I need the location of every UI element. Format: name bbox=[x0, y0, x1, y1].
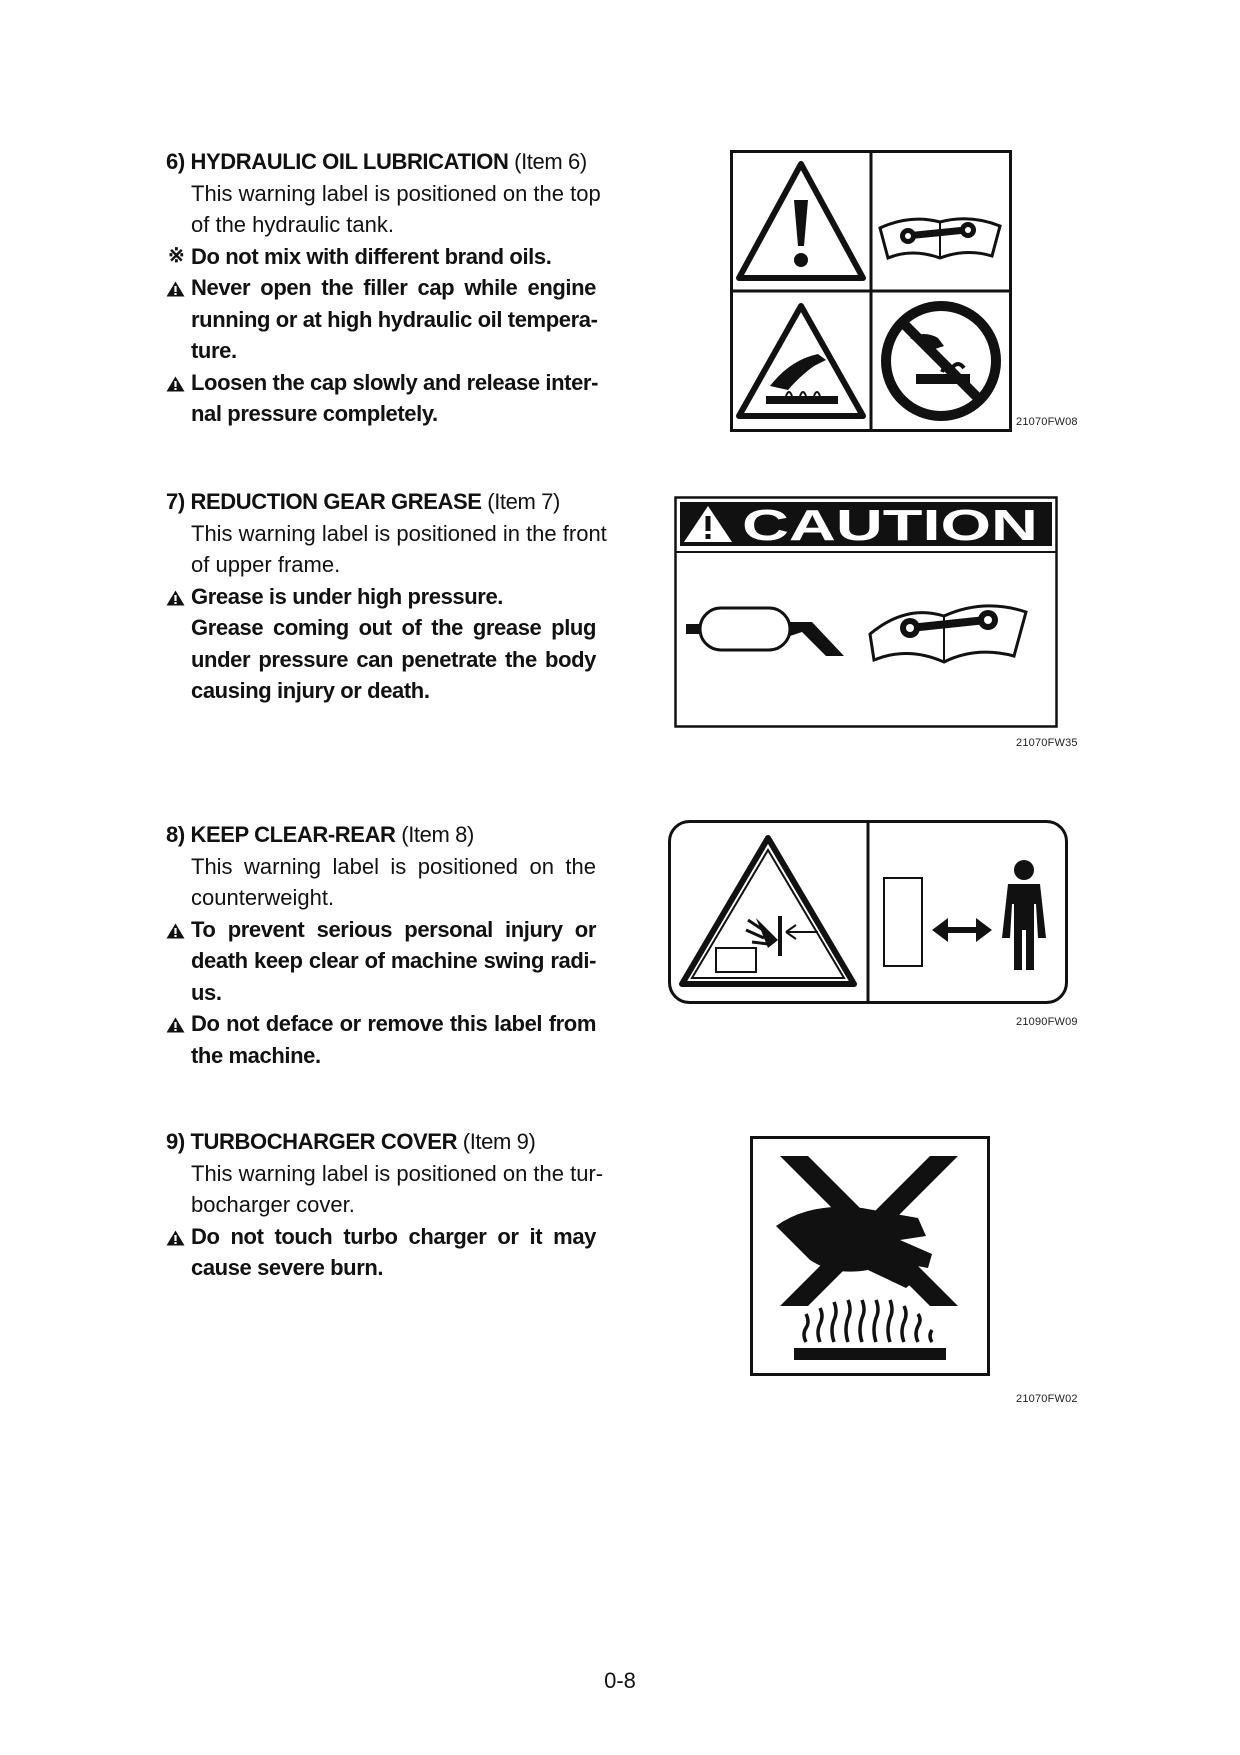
warning-line: under pressure can penetrate the body bbox=[191, 646, 596, 672]
keep-clear-rear-label bbox=[668, 820, 1068, 1004]
warning-line: running or at high hydraulic oil tempera- bbox=[191, 306, 598, 332]
section-number: 7) bbox=[166, 489, 185, 514]
section-item: (Item 9) bbox=[462, 1129, 536, 1154]
section-hydraulic-oil bbox=[166, 146, 601, 430]
description-line: of the hydraulic tank. bbox=[191, 212, 395, 237]
manual-book-icon bbox=[880, 219, 1000, 258]
warning-triangle-icon bbox=[166, 281, 185, 297]
warning-line: death keep clear of machine swing radi- bbox=[191, 948, 596, 973]
warning-triangle-icon bbox=[166, 1017, 185, 1033]
reference-mark: ※ bbox=[168, 244, 185, 267]
warning-item bbox=[166, 272, 596, 367]
warning-triangle-icon bbox=[166, 590, 185, 606]
warning-line: Do not touch turbo charger or it may bbox=[191, 1223, 596, 1249]
section-title: REDUCTION GEAR GREASE bbox=[190, 489, 482, 514]
warning-item bbox=[166, 1008, 596, 1071]
section-item: (Item 7) bbox=[487, 489, 560, 514]
label-code: 21070FW08 bbox=[1016, 416, 1078, 428]
section-title: KEEP CLEAR-REAR bbox=[190, 822, 396, 847]
section-title: TURBOCHARGER COVER bbox=[190, 1129, 458, 1154]
warning-line: Do not deface or remove this label from bbox=[191, 1011, 596, 1036]
description-line: counterweight. bbox=[191, 885, 335, 910]
warning-item bbox=[166, 367, 599, 430]
warning-item bbox=[166, 1221, 596, 1284]
warning-line: To prevent serious personal injury or bbox=[191, 916, 596, 942]
warning-triangle-icon bbox=[166, 923, 185, 939]
warning-line: Grease coming out of the grease plug bbox=[191, 615, 596, 640]
description-line: bocharger cover. bbox=[191, 1192, 355, 1217]
warning-line: causing injury or death. bbox=[191, 678, 430, 703]
description-line: This warning label is positioned on the bbox=[191, 853, 596, 879]
caution-heading: CAUTION bbox=[742, 501, 1038, 550]
section-title: HYDRAULIC OIL LUBRICATION bbox=[190, 149, 509, 174]
turbocharger-cover-label bbox=[750, 1136, 990, 1376]
warning-line: cause severe burn. bbox=[191, 1255, 384, 1280]
section-number: 9) bbox=[166, 1129, 185, 1154]
description-line: This warning label is positioned on the tur- bbox=[191, 1160, 604, 1186]
section-keep-clear-rear bbox=[166, 819, 596, 1071]
section-item: (Item 6) bbox=[514, 149, 587, 174]
section-reduction-gear-grease bbox=[166, 486, 607, 707]
section-item: (Item 8) bbox=[401, 822, 474, 847]
warning-triangle-icon bbox=[166, 1230, 185, 1246]
warning-line: us. bbox=[191, 979, 222, 1005]
description-line: of upper frame. bbox=[191, 552, 341, 577]
note-text: Do not mix with different brand oils. bbox=[191, 243, 552, 269]
warning-line: nal pressure completely. bbox=[191, 401, 438, 426]
hydraulic-oil-warning-label bbox=[730, 150, 1012, 432]
description-line: This warning label is positioned in the front bbox=[191, 520, 607, 546]
note-line bbox=[166, 241, 596, 273]
warning-line: Loosen the cap slowly and release inter- bbox=[191, 369, 599, 395]
label-code: 21070FW35 bbox=[1016, 737, 1078, 749]
description-line: This warning label is positioned on the top bbox=[191, 180, 601, 206]
warning-line: Grease is under high pressure. bbox=[191, 583, 504, 609]
label-code: 21090FW09 bbox=[1016, 1016, 1078, 1028]
section-number: 6) bbox=[166, 149, 185, 174]
warning-item bbox=[166, 914, 596, 1009]
warning-line: Never open the filler cap while engine bbox=[191, 275, 596, 300]
label-code: 21070FW02 bbox=[1016, 1393, 1078, 1405]
page-number: 0-8 bbox=[604, 1668, 636, 1693]
section-number: 8) bbox=[166, 822, 185, 847]
warning-line: the machine. bbox=[191, 1042, 321, 1068]
warning-item bbox=[166, 581, 596, 707]
warning-triangle-icon bbox=[166, 376, 185, 392]
section-turbocharger-cover bbox=[166, 1126, 604, 1284]
grease-caution-label bbox=[674, 496, 1058, 728]
warning-line: ture. bbox=[191, 338, 237, 363]
